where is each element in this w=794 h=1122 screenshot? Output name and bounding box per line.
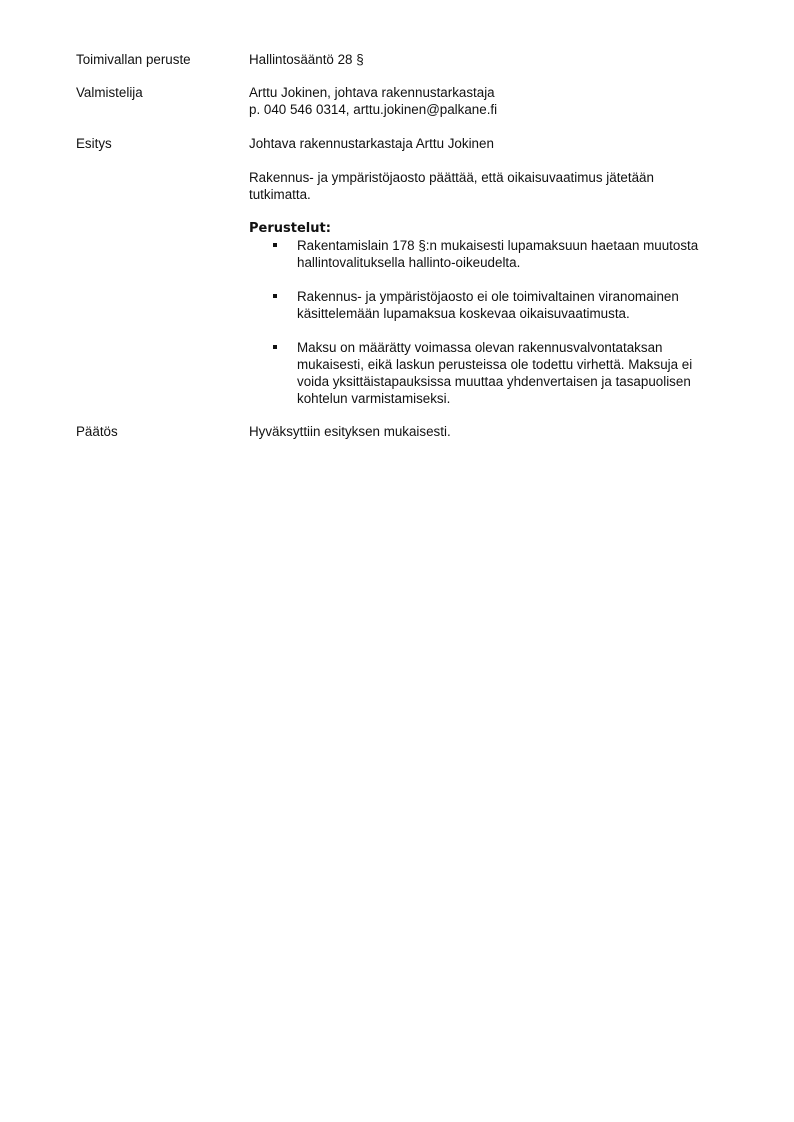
value-toimivallan-peruste: Hallintosääntö 28 §: [249, 52, 364, 67]
esitys-presenter: Johtava rakennustarkastaja Arttu Jokinen: [249, 136, 494, 151]
bullet-1-line1: Rakentamislain 178 §:n mukaisesti lupamaksuun haetaan muutosta: [297, 238, 699, 253]
list-item: [249, 237, 741, 271]
valmistelija-contact-line: p. 040 546 0314, arttu.jokinen@palkane.fi: [249, 102, 498, 117]
perustelut-heading: Perustelut:: [249, 221, 331, 236]
list-item: [249, 288, 741, 322]
list-item: [249, 339, 741, 407]
bullet-square-icon: [273, 243, 277, 247]
value-esitys: [249, 135, 741, 407]
bullet-square-icon: [273, 345, 277, 349]
label-toimivallan-peruste: Toimivallan peruste: [76, 52, 191, 67]
value-paatos: Hyväksyttiin esityksen mukaisesti.: [249, 424, 451, 439]
esitys-proposal-line1: Rakennus- ja ympäristöjaosto päättää, että oikaisuvaatimus jätetään: [249, 170, 654, 185]
bullet-2-line1: Rakennus- ja ympäristöjaosto ei ole toimivaltainen viranomainen: [297, 289, 679, 304]
esitys-proposal-line2: tutkimatta.: [249, 187, 311, 202]
perustelut-list: [249, 237, 741, 407]
bullet-1-line2: hallintovalituksella hallinto-oikeudelta.: [297, 255, 521, 270]
bullet-3-line3: voida yksittäistapauksissa muuttaa yhdenvertaisen ja tasapuolisen: [297, 374, 691, 389]
bullet-3-line1: Maksu on määrätty voimassa olevan rakennusvalvontataksan: [297, 340, 663, 355]
label-valmistelija: Valmistelija: [76, 85, 143, 100]
bullet-3-line2: mukaisesti, eikä laskun perusteissa ole todettu virhettä. Maksuja ei: [297, 357, 693, 372]
bullet-2-line2: käsittelemään lupamaksua koskevaa oikaisuvaatimusta.: [297, 306, 630, 321]
bullet-square-icon: [273, 294, 277, 298]
bullet-3-line4: kohtelun varmistamiseksi.: [297, 391, 451, 406]
label-paatos: Päätös: [76, 424, 118, 439]
label-esitys: Esitys: [76, 136, 112, 151]
valmistelija-name-line: Arttu Jokinen, johtava rakennustarkastaja: [249, 85, 495, 100]
value-valmistelija: [249, 84, 741, 118]
